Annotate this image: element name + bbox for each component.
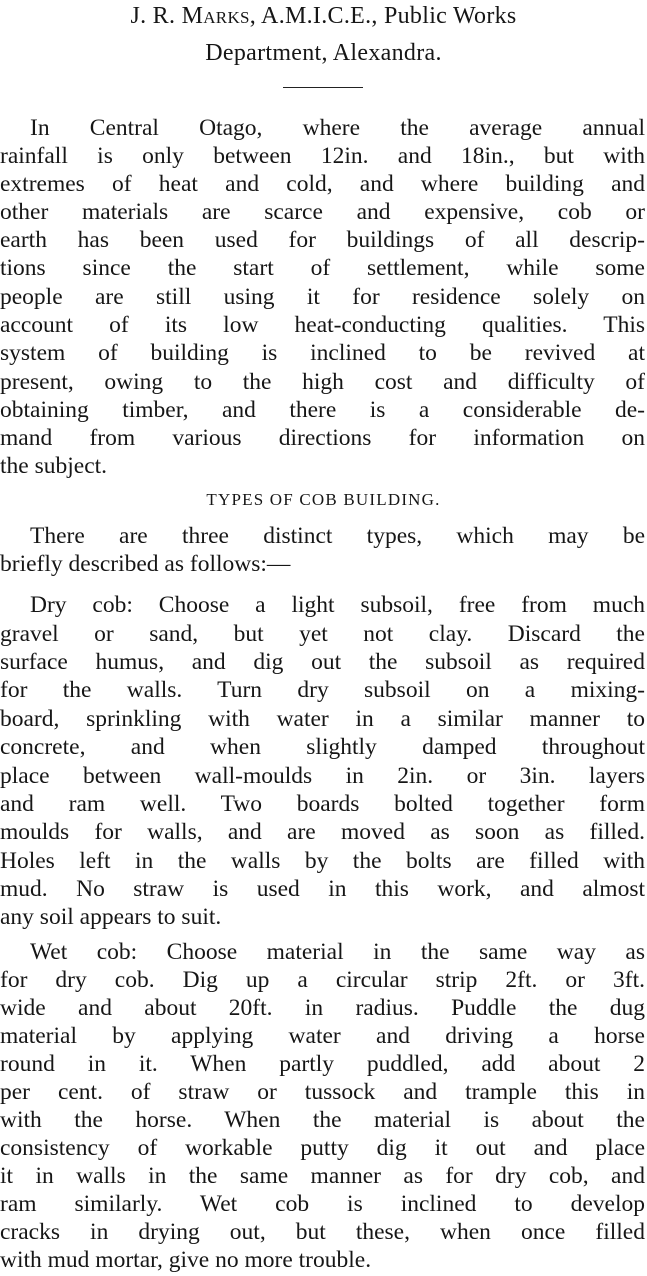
paragraph-line: tions since the start of settlement, while some	[0, 255, 645, 281]
paragraph-line: and ram well. Two boards bolted together form	[0, 791, 645, 817]
paragraph-line: for the walls. Turn dry subsoil on a mixing-	[0, 677, 645, 703]
paragraph-line: consistency of workable putty dig it out and place	[0, 1135, 645, 1161]
paragraph-line: moulds for walls, and are moved as soon as filled.	[0, 819, 645, 845]
paragraph-line: briefly described as follows:—	[0, 551, 291, 577]
author-affiliation: Department, Alexandra.	[205, 40, 442, 66]
paragraph-line: the subject.	[0, 453, 108, 479]
paragraph-line: earth has been used for buildings of all descrip-	[0, 227, 645, 253]
paragraph-line: place between wall-moulds in 2in. or 3in. layers	[0, 763, 645, 789]
paragraph-line: round in it. When partly puddled, add about 2	[0, 1051, 645, 1077]
paragraph-line: other materials are scarce and expensive, cob or	[0, 199, 645, 225]
paragraph-line: rainfall is only between 12in. and 18in., but with	[0, 143, 645, 169]
header-divider	[283, 87, 363, 88]
paragraph-line: mand from various directions for information on	[0, 425, 645, 451]
paragraph-line: surface humus, and dig out the subsoil as required	[0, 649, 645, 675]
paragraph-line: system of building is inclined to be revived at	[0, 340, 645, 366]
paragraph-line: extremes of heat and cold, and where building and	[0, 171, 645, 197]
paragraph-line: material by applying water and driving a horse	[0, 1023, 645, 1049]
paragraph-line: wide and about 20ft. in radius. Puddle the dug	[0, 995, 645, 1021]
paragraph-line: concrete, and when slightly damped throughout	[0, 734, 645, 760]
author-suffix: , A.M.I.C.E., Public Works	[249, 3, 517, 29]
paragraph-line: any soil appears to suit.	[0, 904, 222, 930]
paragraph-line: cracks in drying out, but these, when once filled	[0, 1219, 645, 1245]
paragraph-line: mud. No straw is used in this work, and almost	[0, 876, 645, 902]
author-line	[0, 2, 647, 30]
paragraph-line: people are still using it for residence solely on	[0, 284, 645, 310]
paragraph-line: Dry cob: Choose a light subsoil, free from much	[30, 592, 645, 618]
section-heading: TYPES OF COB BUILDING.	[206, 490, 441, 509]
paragraph-line: obtaining timber, and there is a considerable de-	[0, 397, 645, 423]
paragraph-line: Wet cob: Choose material in the same way as	[30, 939, 645, 965]
paragraph-line: ram similarly. Wet cob is inclined to develop	[0, 1191, 645, 1217]
paragraph-line: gravel or sand, but yet not clay. Discard the	[0, 621, 645, 647]
paragraph-line: present, owing to the high cost and difficulty of	[0, 369, 645, 395]
paragraph-line: with the horse. When the material is about the	[0, 1107, 645, 1133]
paragraph-line: it in walls in the same manner as for dry cob, and	[0, 1163, 645, 1189]
paragraph-line: Holes left in the walls by the bolts are filled with	[0, 848, 645, 874]
paragraph-line: account of its low heat-conducting qualities. This	[0, 312, 645, 338]
paragraph-line: with mud mortar, give no more trouble.	[0, 1247, 372, 1273]
paragraph-line: per cent. of straw or tussock and trample this in	[0, 1079, 645, 1105]
paragraph-line: for dry cob. Dig up a circular strip 2ft. or 3ft.	[0, 967, 645, 993]
paragraph-line: board, sprinkling with water in a similar manner to	[0, 706, 645, 732]
paragraph-line: There are three distinct types, which may be	[30, 523, 645, 549]
author-name: J. R. Marks	[130, 3, 250, 29]
paragraph-line: In Central Otago, where the average annual	[30, 115, 645, 141]
